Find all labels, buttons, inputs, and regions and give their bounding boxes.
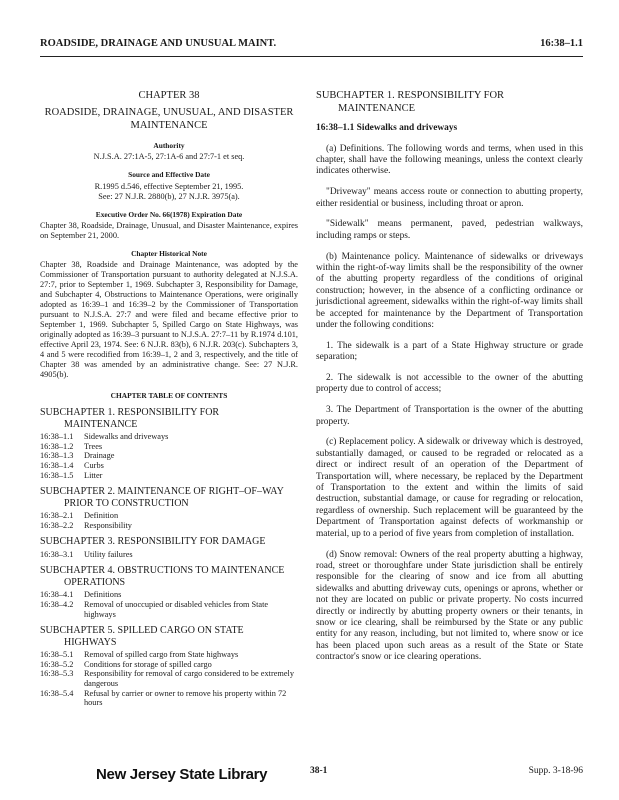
toc-subchapter-title: SUBCHAPTER 4. OBSTRUCTIONS TO MAINTENANCE: [40, 565, 285, 577]
toc-entry[interactable]: [40, 432, 298, 442]
table-of-contents: [40, 407, 298, 708]
toc-entry[interactable]: [40, 442, 298, 452]
toc-entry-number: 16:38–2.1: [40, 511, 74, 521]
section-heading: 16:38–1.1 Sidewalks and driveways: [316, 123, 458, 133]
toc-entry-number: 16:38–4.2: [40, 600, 74, 610]
toc-entry-number: 16:38–4.1: [40, 590, 74, 600]
source-line-1: R.1995 d.546, effective September 21, 1995.: [94, 181, 244, 191]
authority-text: N.J.S.A. 27:1A-5, 27:1A-6 and 27:7-1 et seq.: [93, 152, 245, 162]
subchapter-heading: [316, 90, 583, 115]
toc-entry[interactable]: [40, 590, 298, 600]
toc-entry[interactable]: [40, 660, 298, 670]
page-number: 38-1: [310, 766, 328, 776]
toc-subchapter: [40, 565, 298, 619]
toc-entry-title: Removal of unoccupied or disabled vehicles from State highways: [84, 600, 269, 619]
running-header: [40, 38, 583, 52]
toc-entry[interactable]: [40, 471, 298, 481]
toc-heading: CHAPTER TABLE OF CONTENTS: [110, 391, 228, 401]
toc-subchapter: [40, 536, 298, 559]
toc-entry-number: 16:38–1.3: [40, 451, 74, 461]
paragraph-condition-2: 2. The sidewalk is not accessible to the owner of the abutting property due to control of access;: [316, 373, 583, 395]
toc-entry[interactable]: [40, 689, 298, 708]
toc-entry-number: 16:38–1.2: [40, 441, 74, 451]
toc-entry-title: Sidewalks and driveways: [84, 432, 169, 442]
toc-subchapter-title-cont: HIGHWAYS: [64, 636, 117, 648]
chapter-label: CHAPTER 38: [138, 90, 200, 101]
header-rule: [40, 56, 583, 57]
historical-note-heading: Chapter Historical Note: [131, 248, 207, 258]
authority-heading: Authority: [153, 141, 185, 151]
toc-entry-title: Refusal by carrier or owner to remove his property within 72 hours: [84, 688, 287, 708]
paragraph-driveway-definition: "Driveway" means access route or connection to abutting property, either residential or business, including throat or apron.: [316, 187, 583, 209]
supplement-date: Supp. 3-18-96: [528, 766, 583, 776]
toc-entry-number: 16:38–3.1: [40, 549, 74, 559]
toc-subchapter-title-cont: OPERATIONS: [64, 576, 126, 588]
toc-entry-title: Conditions for storage of spilled cargo: [84, 659, 212, 669]
left-column: [40, 90, 298, 708]
toc-entry-number: 16:38–2.2: [40, 520, 74, 530]
paragraph-replacement-policy: (c) Replacement policy. A sidewalk or driveway which is destroyed, substantially damaged, or caused to be regraded or relocated as a direct or indirect result of an operation of the Department of Transportation will, where necessary, be replaced by the Department of Transportation to the extent and within the limits of said destruction, substantial damage, or cause for regrading or relocation, regardless of ownership. Such replacement will be guaranteed by the Department of Transportation against defects of workmanship or material, up to a period of five years from completion of installation.: [316, 437, 583, 539]
chapter-title: ROADSIDE, DRAINAGE, UNUSUAL, AND DISASTER MAINTENANCE: [44, 107, 294, 131]
toc-subchapter: [40, 625, 298, 708]
toc-entry[interactable]: [40, 511, 298, 521]
running-header-title: ROADSIDE, DRAINAGE AND UNUSUAL MAINT.: [40, 38, 277, 49]
toc-entry-number: 16:38–5.4: [40, 688, 74, 698]
toc-entry-title: Trees: [84, 441, 103, 451]
toc-entry[interactable]: [40, 461, 298, 471]
library-logo-text: New Jersey State Library: [96, 766, 268, 783]
toc-entry[interactable]: [40, 550, 298, 560]
historical-note-text: Chapter 38, Roadside and Drainage Maintenance, was adopted by the Commissioner of Transportation pursuant to authority delegated at N.J.S.A. 27:7, prior to September 1, 1969. Subchapter 3, Responsibility for Damage, and Subchapter 4, Obstructions to Maintenance Operations, were originally adopted as 16:39–1 and 16:39–2 by the Commissioner of Transportation pursuant to N.J.S.A. 27:7 and were filed and became effective prior to September 1, 1969. Subchapter 5, Spilled Cargo on State Highways, was originally adopted as 16:39–3 pursuant to N.J.S.A. 27:7–11 by R.1974 d.101, effective April 23, 1974. See: 6 N.J.R. 83(b), 6 N.J.R. 203(c). Subchapters 3, 4 and 5 were recodified from 16:39–1, 2 and 3, respectively, and the title of Chapter 38 was amended by an administrative change. See: 27 N.J.R. 4905(b).: [40, 260, 298, 380]
toc-entry-title: Utility failures: [84, 549, 133, 559]
toc-entry-title: Responsibility: [84, 520, 132, 530]
toc-subchapter: [40, 486, 298, 530]
toc-subchapter-title: SUBCHAPTER 1. RESPONSIBILITY FOR: [40, 407, 220, 419]
subchapter-title: SUBCHAPTER 1. RESPONSIBILITY FOR: [316, 90, 505, 101]
paragraph-definitions: (a) Definitions. The following words and terms, when used in this chapter, shall have the following meanings, unless the context clearly indicates otherwise.: [316, 143, 583, 177]
paragraph-sidewalk-definition: "Sidewalk" means permanent, paved, pedestrian walkways, including ramps or steps.: [316, 219, 583, 241]
toc-entry-title: Drainage: [84, 451, 115, 461]
toc-entry-title: Litter: [84, 470, 103, 480]
toc-entry-title: Curbs: [84, 461, 104, 470]
toc-entry[interactable]: [40, 600, 298, 619]
toc-entry-title: Responsibility for removal of cargo considered to be extremely dangerous: [84, 669, 294, 689]
toc-entry-title: Definition: [84, 511, 119, 521]
right-column: [316, 90, 583, 672]
toc-entry-number: 16:38–1.5: [40, 470, 74, 480]
source-heading: Source and Effective Date: [128, 170, 210, 180]
toc-entry[interactable]: [40, 521, 298, 531]
toc-subchapter-title: SUBCHAPTER 3. RESPONSIBILITY FOR DAMAGE: [40, 536, 266, 548]
toc-entry-number: 16:38–1.4: [40, 461, 74, 470]
toc-entry-number: 16:38–5.1: [40, 650, 74, 660]
toc-subchapter-title-cont: PRIOR TO CONSTRUCTION: [64, 497, 189, 509]
toc-subchapter: [40, 407, 298, 480]
paragraph-maintenance-policy: (b) Maintenance policy. Maintenance of sidewalks or driveways within the right-of-way limits shall be the responsibility of the owner of the abutting property regardless of the conditions of original construction; however, in the absence of a conflicting ordinance or jurisdictional agreement, sidewalks within the right-of-way limits shall be accepted for maintenance by the Department of Transportation under the following conditions:: [316, 251, 583, 331]
toc-entry-number: 16:38–5.3: [40, 669, 74, 679]
executive-order-text: Chapter 38, Roadside, Drainage, Unusual, and Disaster Maintenance, expires on September 21, 2000.: [40, 220, 298, 240]
toc-entry[interactable]: [40, 451, 298, 461]
paragraph-snow-removal: (d) Snow removal: Owners of the real property abutting a highway, road, street or thoroughfare under State jurisdiction shall be entirely responsible for the clearing of snow and ice from all abutting sidewalks and abutting driveway cuts, openings or aprons, whether or not they are located on public or private property. No costs incurred directly or indirectly by abutting property owners or their tenants, in snow or ice clearing, shall be reimbursed by the State or any public entity for any reason, including, but not limited to, where snow or ice has been placed upon such areas as a result of the State or State contractor's snow or ice clearing operations.: [316, 549, 583, 663]
subchapter-title-cont: MAINTENANCE: [338, 102, 415, 114]
executive-order-heading: Executive Order No. 66(1978) Expiration Date: [95, 209, 243, 219]
toc-subchapter-title: SUBCHAPTER 5. SPILLED CARGO ON STATE: [40, 625, 244, 637]
toc-subchapter-title-cont: MAINTENANCE: [64, 418, 138, 430]
toc-entry-number: 16:38–5.2: [40, 659, 74, 669]
source-line-2: See: 27 N.J.R. 2880(b), 27 N.J.R. 3975(a).: [98, 191, 240, 201]
toc-entry[interactable]: [40, 650, 298, 660]
toc-entry[interactable]: [40, 669, 298, 688]
paragraph-condition-3: 3. The Department of Transportation is the owner of the abutting property.: [316, 405, 583, 427]
paragraph-condition-1: 1. The sidewalk is a part of a State Highway structure or grade separation;: [316, 340, 583, 363]
toc-subchapter-title: SUBCHAPTER 2. MAINTENANCE OF RIGHT–OF–WAY: [40, 486, 284, 498]
toc-entry-number: 16:38–1.1: [40, 432, 74, 442]
page-footer: [96, 762, 583, 786]
toc-entry-title: Removal of spilled cargo from State highways: [84, 650, 239, 660]
running-header-section: 16:38–1.1: [540, 38, 583, 49]
toc-entry-title: Definitions: [84, 590, 122, 600]
